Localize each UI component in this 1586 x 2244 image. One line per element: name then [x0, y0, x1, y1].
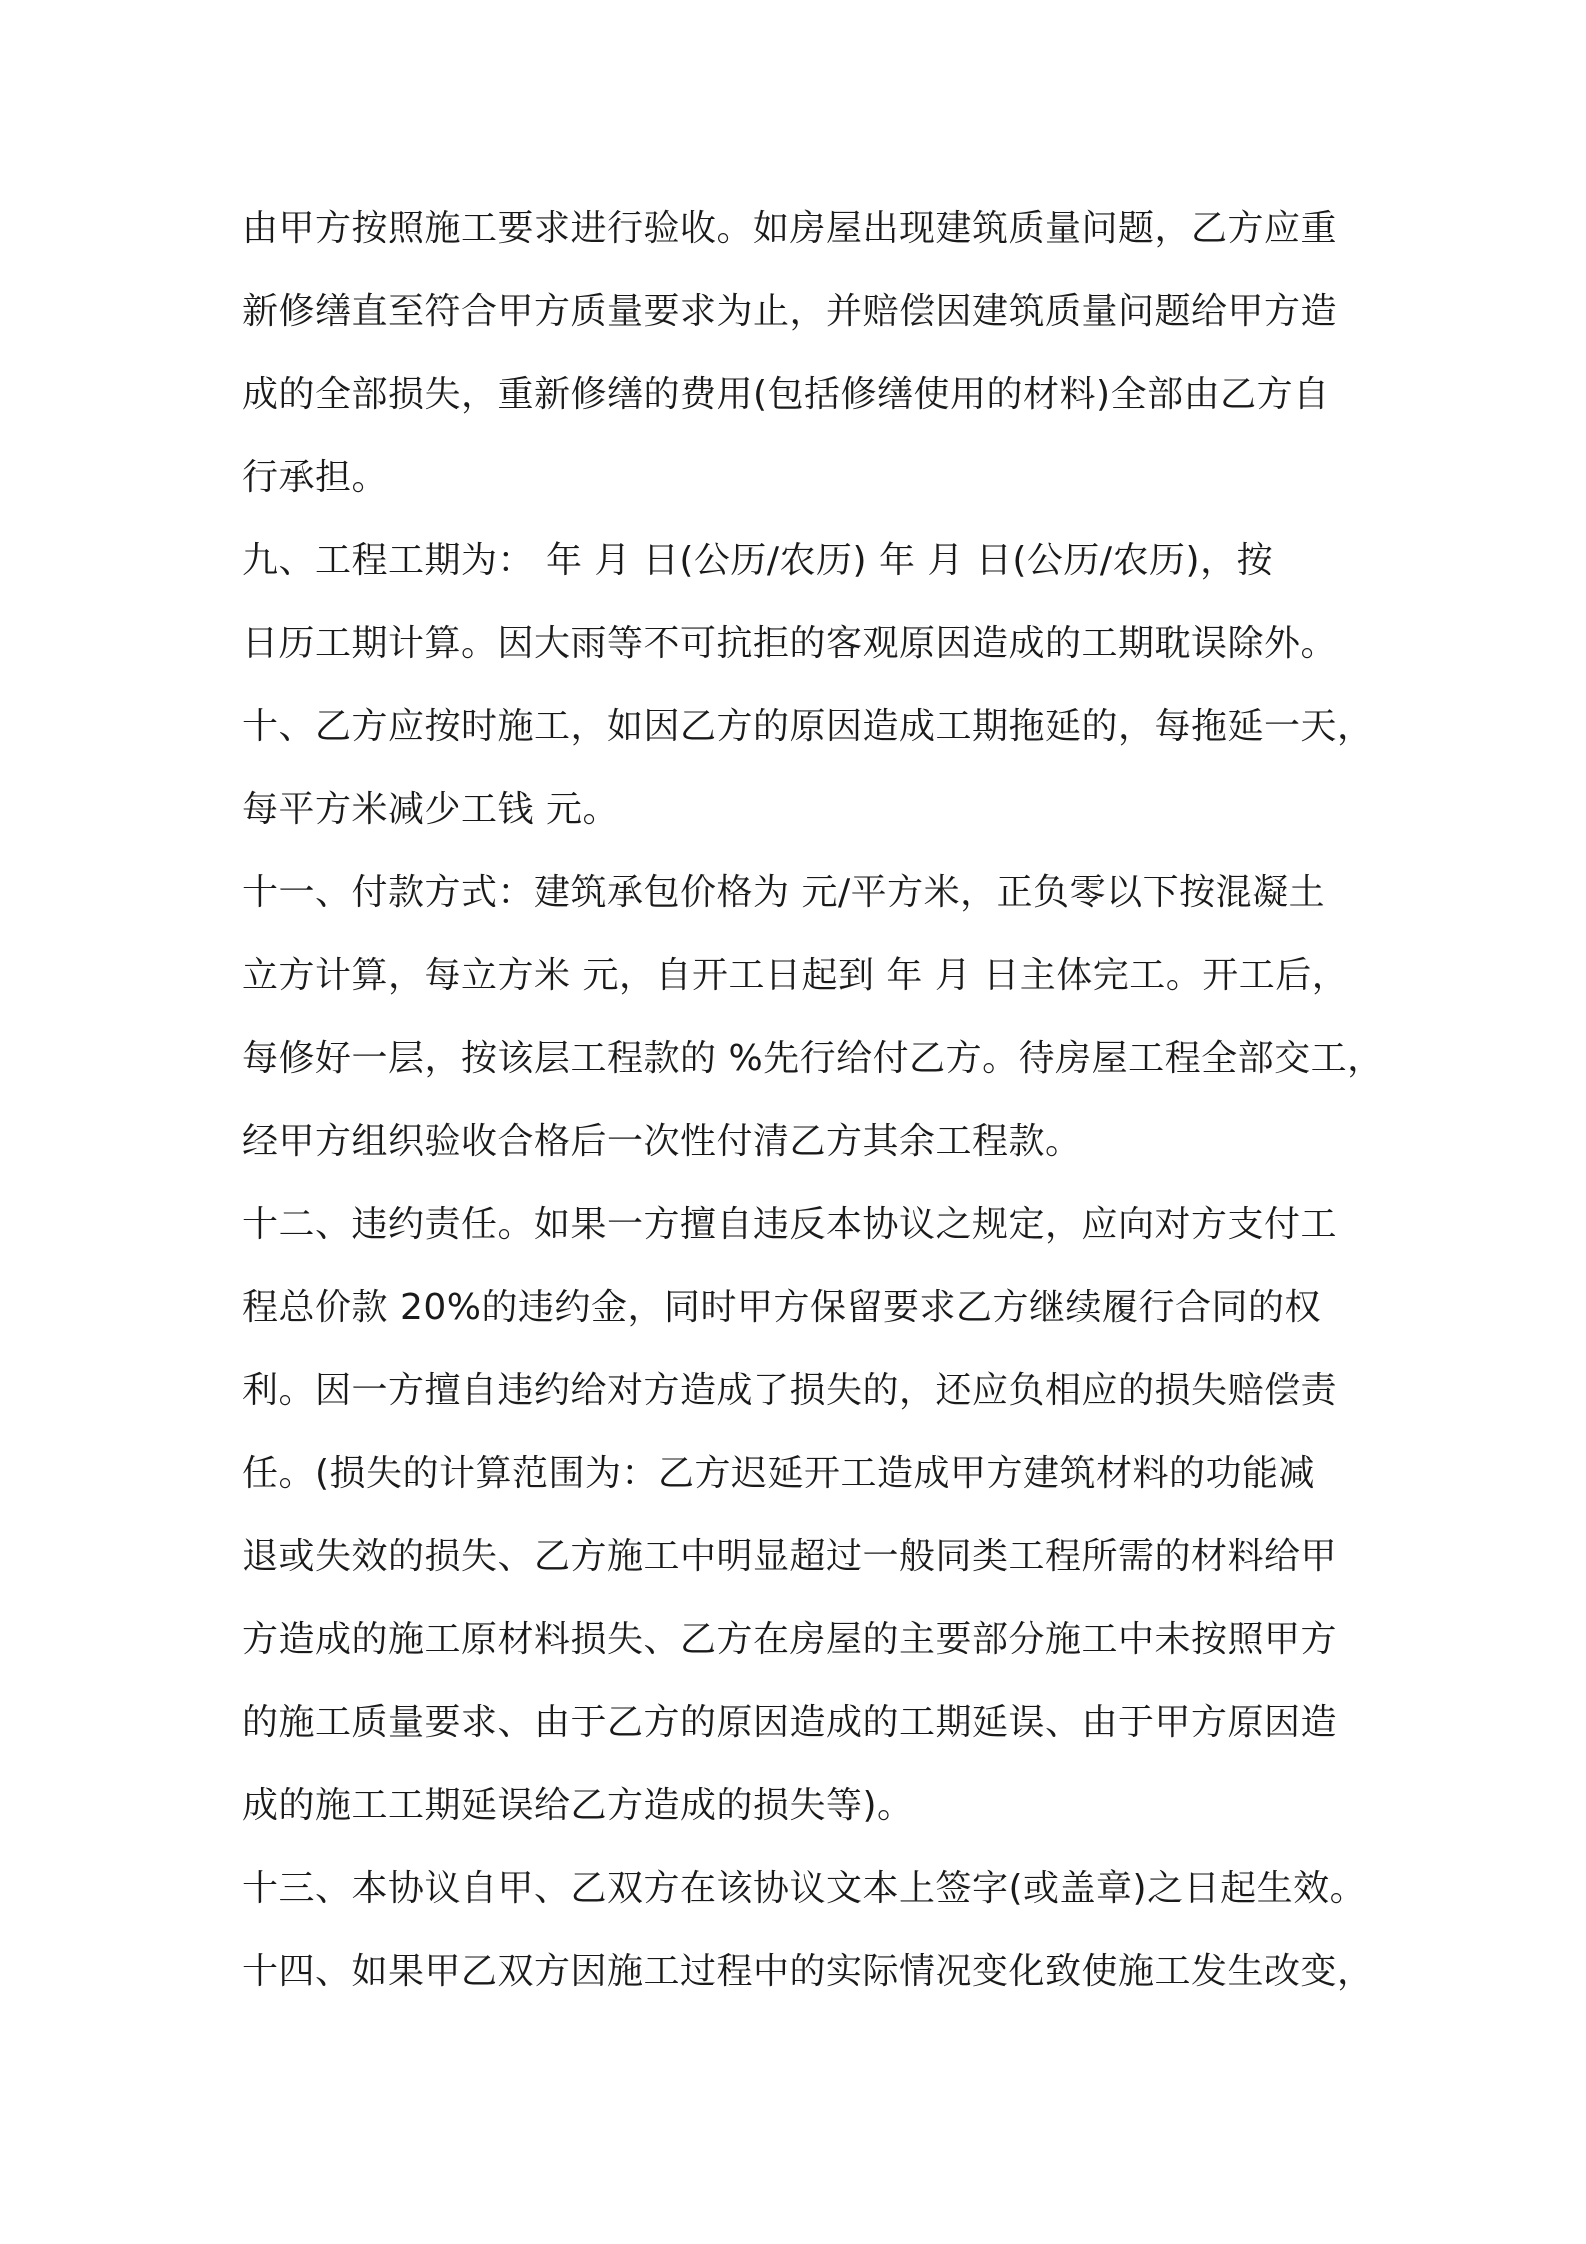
text-line: 利。因一方擅自违约给对方造成了损失的，还应负相应的损失赔偿责	[242, 1370, 1338, 1411]
text-line: 新修缮直至符合甲方质量要求为止，并赔偿因建筑质量问题给甲方造	[242, 291, 1338, 332]
text-line: 十、乙方应按时施工，如因乙方的原因造成工期拖延的，每拖延一天，	[242, 706, 1374, 747]
text-line: 十一、付款方式：建筑承包价格为 元/平方米，正负零以下按混凝土	[242, 872, 1326, 913]
text-line: 成的全部损失，重新修缮的费用(包括修缮使用的材料)全部由乙方自	[242, 374, 1330, 415]
text-line: 九、工程工期为： 年 月 日(公历/农历) 年 月 日(公历/农历)，按	[242, 540, 1274, 581]
text-line: 方造成的施工原材料损失、乙方在房屋的主要部分施工中未按照甲方	[242, 1619, 1338, 1660]
text-line: 日历工期计算。因大雨等不可抗拒的客观原因造成的工期耽误除外。	[242, 623, 1338, 664]
text-line: 由甲方按照施工要求进行验收。如房屋出现建筑质量问题，乙方应重	[242, 208, 1338, 249]
text-line: 每平方米减少工钱 元。	[242, 789, 619, 830]
text-line: 的施工质量要求、由于乙方的原因造成的工期延误、由于甲方原因造	[242, 1702, 1338, 1743]
text-line: 任。(损失的计算范围为：乙方迟延开工造成甲方建筑材料的功能减	[242, 1453, 1316, 1494]
text-line: 退或失效的损失、乙方施工中明显超过一般同类工程所需的材料给甲	[242, 1536, 1338, 1577]
text-line: 十二、违约责任。如果一方擅自违反本协议之规定，应向对方支付工	[242, 1204, 1338, 1245]
text-line: 成的施工工期延误给乙方造成的损失等)。	[242, 1785, 914, 1826]
text-line: 十三、本协议自甲、乙双方在该协议文本上签字(或盖章)之日起生效。	[242, 1868, 1367, 1909]
text-line: 立方计算，每立方米 元，自开工日起到 年 月 日主体完工。开工后，	[242, 955, 1349, 996]
text-line: 行承担。	[242, 457, 389, 498]
text-line: 十四、如果甲乙双方因施工过程中的实际情况变化致使施工发生改变，	[242, 1951, 1374, 1992]
text-line: 经甲方组织验收合格后一次性付清乙方其余工程款。	[242, 1121, 1082, 1162]
text-line: 程总价款 20%的违约金，同时甲方保留要求乙方继续履行合同的权	[242, 1287, 1321, 1328]
text-line: 每修好一层，按该层工程款的 %先行给付乙方。待房屋工程全部交工，	[242, 1038, 1384, 1079]
